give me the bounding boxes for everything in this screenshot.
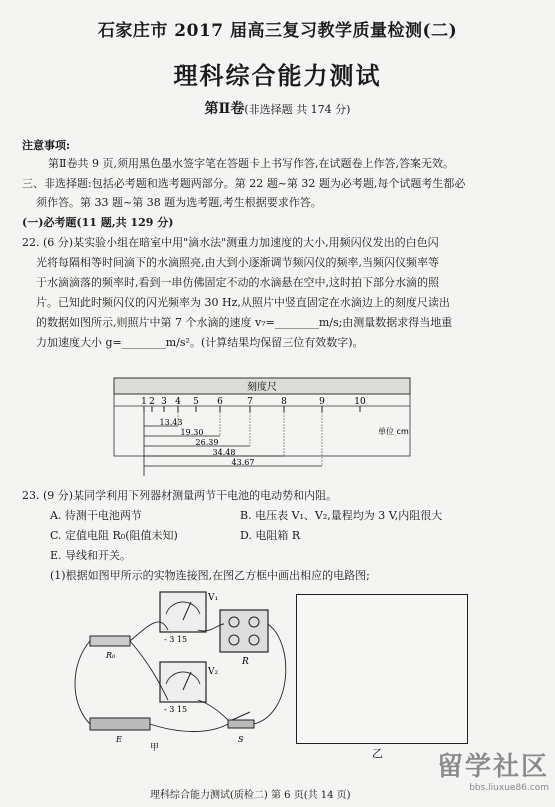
watermark-main: 留学社区: [436, 752, 549, 782]
svg-text:S: S: [238, 735, 244, 744]
battery-e: [90, 718, 150, 744]
drop-label-7: 7: [247, 397, 253, 407]
drop-label-1: 1: [141, 397, 147, 407]
measure-lines: [144, 406, 322, 476]
q23-option-b: B. 电压表 V₁、V₂,量程均为 3 V,内阻很大: [240, 509, 443, 522]
page-footer: 理科综合能力测试(质检二) 第 6 页(共 14 页): [150, 790, 351, 801]
figure-b-label: 乙: [372, 747, 383, 760]
volume-note: (非选择题 共 174 分): [244, 103, 351, 116]
svg-text:R: R: [242, 657, 249, 667]
q23-sub1: (1)根据如图甲所示的实物连接图,在图乙方框中画出相应的电路图;: [50, 569, 370, 582]
q23-intro: 23. (9 分)某同学利用下列器材测量两节干电池的电动势和内阻。: [22, 489, 338, 502]
measure-label-4: 34.48: [212, 448, 236, 457]
drop-label-6: 6: [217, 397, 223, 407]
q22-line-4: 片。已知此时频闪仪的闪光频率为 30 Hz,从照片中竖直固定在水滴边上的刻度尺读出: [36, 296, 450, 309]
drop-label-4: 4: [175, 397, 181, 407]
ruler-diagram: [112, 376, 412, 492]
drop-label-10: 10: [354, 397, 366, 407]
measure-label-2: 19.30: [180, 428, 204, 437]
q22-line-3: 于水滴滴落的频率时,看到一串仿佛固定不动的水滴悬在空中,这时拍下部分水滴的照: [36, 276, 439, 289]
q23-option-d: D. 电阻箱 R: [240, 529, 301, 542]
ruler-unit: 单位 cm: [378, 427, 409, 436]
notice-item-1: 第Ⅱ卷共 9 页,须用黑色墨水签字笔在答题卡上书写作答,在试题卷上作答,答案无效。: [48, 157, 454, 170]
q23-option-a: A. 待测干电池两节: [50, 509, 142, 522]
figure-a-label: 甲: [150, 743, 160, 753]
switch-s: [228, 712, 254, 744]
q23-option-e: E. 导线和开关。: [50, 549, 132, 562]
svg-text:R₀: R₀: [106, 651, 116, 660]
ruler-title: 刻度尺: [247, 382, 277, 393]
volume-label: 第Ⅱ卷: [204, 101, 245, 117]
q22-line-5: 的数据如图所示,则照片中第 7 个水滴的速度 v₇=________m/s;由测量数据求得当地重: [36, 316, 453, 329]
drop-label-3: 3: [161, 397, 167, 407]
notice-item-2-line2: 须作答。第 33 题~第 38 题为选考题,考生根据要求作答。: [36, 196, 322, 209]
measure-label-1: 13.43: [159, 418, 183, 427]
exam-title-line: 石家庄市 2017 届高三复习教学质量检测(二): [97, 21, 458, 41]
subject-title: 理科综合能力测试: [173, 61, 382, 90]
svg-text:- 3 15: - 3 15: [164, 705, 188, 714]
watermark: [437, 746, 549, 793]
measure-label-3: 26.39: [195, 438, 219, 447]
notice-heading: 注意事项:: [22, 139, 71, 152]
watermark-url: bbs.liuxue86.com: [469, 783, 549, 793]
volume-heading: [0, 98, 555, 118]
q22-line-1: 22. (6 分)某实验小组在暗室中用"滴水法"测重力加速度的大小,用频闪仪发出的白色闪: [22, 236, 439, 249]
drop-marks: [141, 397, 366, 412]
measure-label-5: 43.67: [231, 458, 255, 467]
drop-label-5: 5: [193, 397, 199, 407]
answer-drawing-box[interactable]: [296, 594, 468, 744]
svg-text:- 3 15: - 3 15: [164, 635, 188, 644]
voltmeter-v2: [160, 662, 218, 714]
q22-line-6: 力加速度大小 g=________m/s²。(计算结果均保留三位有效数字)。: [36, 336, 364, 349]
q22-line-2: 光将每隔相等时间滴下的水滴照亮,由大到小逐渐调节频闪仪的频率,当频闪仪频率等: [36, 256, 439, 269]
drop-label-2: 2: [149, 397, 155, 407]
drop-label-9: 9: [319, 397, 325, 407]
voltmeter-v1: [160, 592, 218, 644]
notice-item-2-line1: 三、非选择题:包括必考题和选考题两部分。第 22 题~第 32 题为必考题,每个试题考生都必: [22, 177, 466, 190]
circuit-diagram-a: [60, 584, 300, 754]
svg-text:V₂: V₂: [208, 667, 219, 677]
ruler-figure: [112, 376, 412, 492]
resistance-box: [220, 610, 268, 667]
svg-text:E: E: [116, 735, 122, 744]
drop-label-8: 8: [281, 397, 287, 407]
q23-option-c: C. 定值电阻 R₀(阻值未知): [50, 529, 178, 542]
section-heading: (一)必考题(11 题,共 129 分): [22, 216, 174, 229]
resistor-r0: [90, 636, 130, 660]
svg-text:V₁: V₁: [208, 593, 219, 603]
